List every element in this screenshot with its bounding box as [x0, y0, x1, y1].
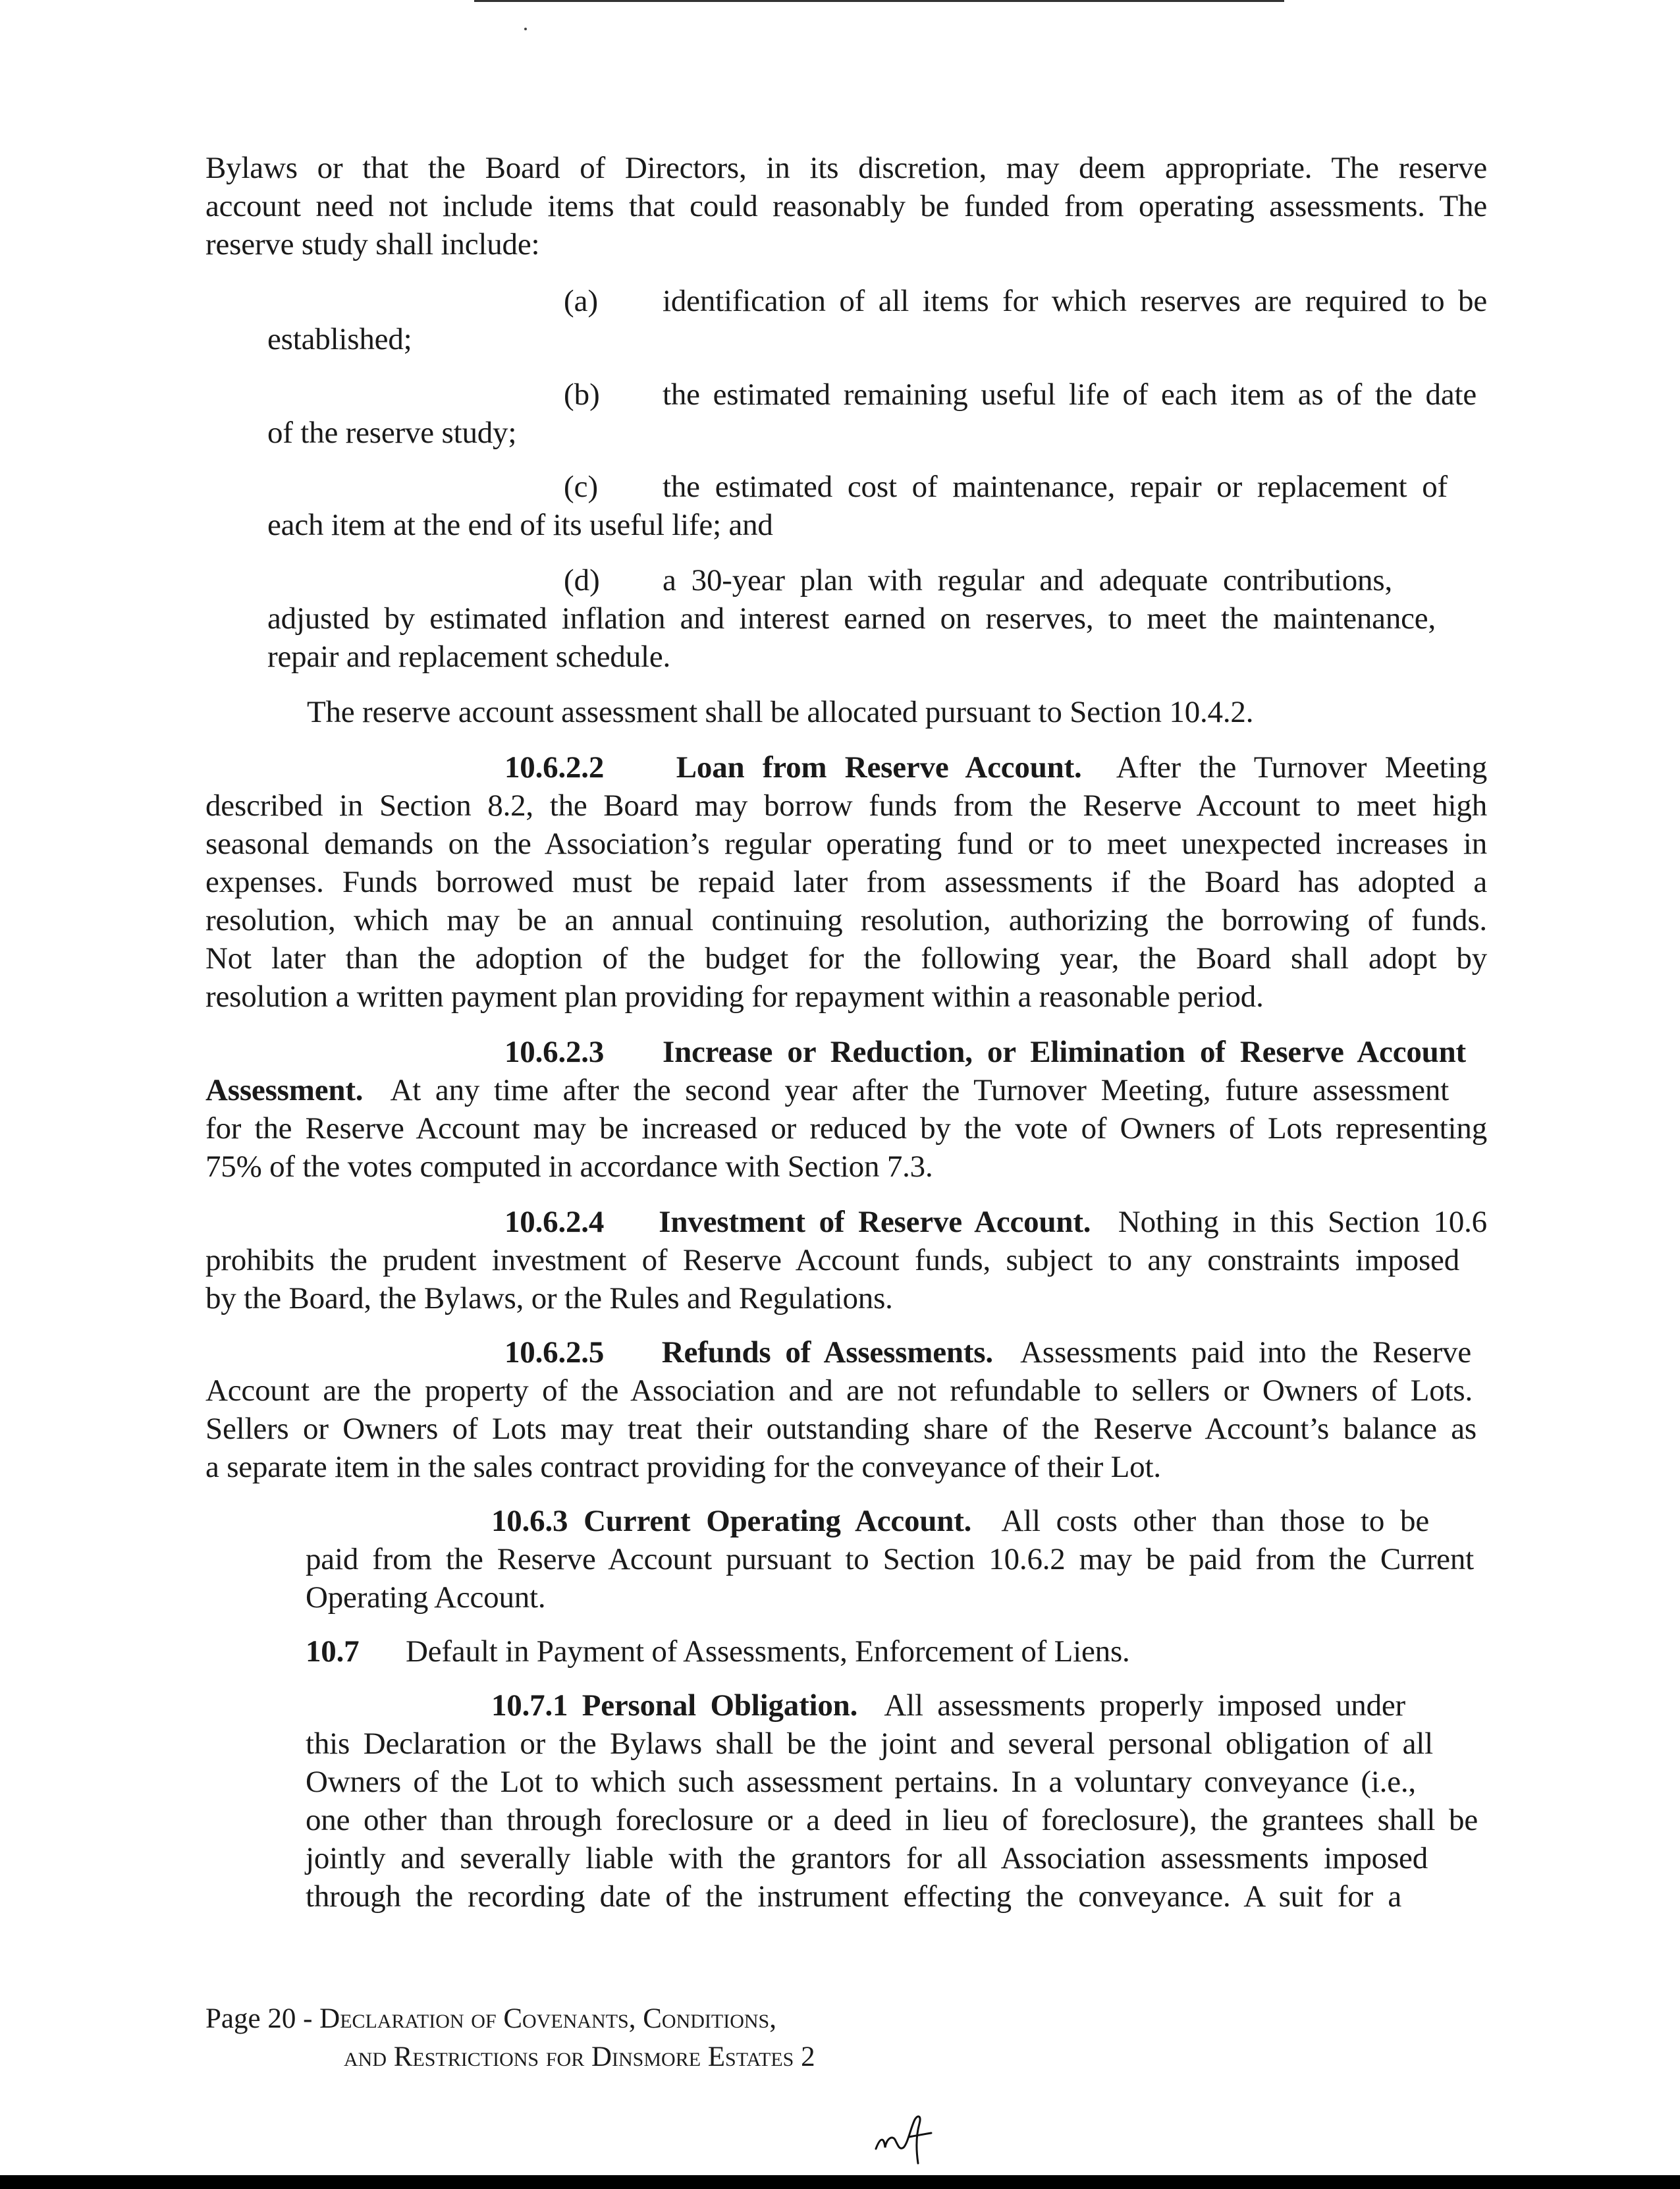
footer-title-2: and Restrictions for Dinsmore Estates 2: [344, 2041, 815, 2072]
section-heading: Increase or Reduction, or Elimination of Reserve Account: [662, 1035, 1466, 1069]
section-10-7-1-line: this Declaration or the Bylaws shall be the joint and several personal obligation of all: [306, 1727, 1433, 1761]
section-10-6-2-4-first-line: [504, 1203, 1487, 1241]
list-item-b-text: the estimated remaining useful life of each item as of the date: [663, 377, 1477, 412]
list-item-a-label: (a): [564, 284, 599, 318]
list-item-c-label: (c): [564, 470, 599, 504]
list-item-b-cont: of the reserve study;: [267, 416, 517, 450]
section-10-7-title: Default in Payment of Assessments, Enforcement of Liens.: [406, 1634, 1130, 1669]
section-10-6-2-4-line: by the Board, the Bylaws, or the Rules and Regulations.: [205, 1281, 893, 1316]
section-heading: 10.7.1 Personal Obligation.: [491, 1688, 858, 1723]
section-10-6-2-2-line: seasonal demands on the Association’s regular operating fund or to meet unexpected increases in: [205, 827, 1487, 861]
section-10-7-1-line: through the recording date of the instrument effecting the conveyance. A suit for a: [306, 1879, 1401, 1914]
scan-artifact-top-line: [474, 0, 1284, 2]
section-10-6-2-2-line: resolution a written payment plan providing for repayment within a reasonable period.: [205, 980, 1264, 1014]
section-text: All assessments properly imposed under: [884, 1688, 1405, 1723]
footer-title-1: Declaration of Covenants, Conditions,: [319, 2003, 776, 2034]
list-item-c-cont: each item at the end of its useful life; and: [267, 508, 773, 542]
section-10-6-3-line: Operating Account.: [306, 1580, 546, 1615]
section-heading: 10.6.3 Current Operating Account.: [491, 1504, 972, 1538]
section-10-7-1-line: Owners of the Lot to which such assessment pertains. In a voluntary conveyance (i.e.,: [306, 1765, 1416, 1799]
list-item-c-text: the estimated cost of maintenance, repair or replacement of: [663, 470, 1448, 504]
section-10-6-2-3-line: for the Reserve Account may be increased or reduced by the vote of Owners of Lots representing: [205, 1111, 1487, 1146]
section-number: 10.6.2.5: [504, 1335, 605, 1370]
section-heading-cont: Assessment.: [205, 1073, 364, 1107]
section-10-6-3-first-line: [491, 1502, 1429, 1540]
section-10-6-2-5-line: a separate item in the sales contract providing for the conveyance of their Lot.: [205, 1450, 1161, 1484]
list-item-b-label: (b): [564, 377, 600, 412]
section-10-6-2-3-heading: [504, 1033, 1466, 1071]
section-10-7-1-first-line: [491, 1686, 1405, 1725]
section-10-7-1-line: jointly and severally liable with the grantors for all Association assessments imposed: [306, 1841, 1428, 1875]
page-label: Page 20 -: [205, 2003, 313, 2034]
list-item-a-text: identification of all items for which reserves are required to be: [663, 284, 1487, 318]
scan-artifact-bottom-border: [0, 2175, 1680, 2189]
section-text: All costs other than those to be: [1001, 1504, 1430, 1538]
section-number: 10.6.2.2: [504, 750, 605, 785]
section-number: 10.6.2.3: [504, 1035, 605, 1069]
list-item-d-cont-1: adjusted by estimated inflation and interest earned on reserves, to meet the maintenance,: [267, 601, 1436, 636]
section-number: 10.6.2.4: [504, 1205, 605, 1239]
section-heading: Loan from Reserve Account.: [676, 750, 1082, 785]
section-text: Nothing in this Section 10.6: [1118, 1205, 1487, 1239]
section-10-6-2-2-line: resolution, which may be an annual continuing resolution, authorizing the borrowing of funds.: [205, 903, 1487, 937]
intro-line-1: Bylaws or that the Board of Directors, in its discretion, may deem appropriate. The reserve: [205, 151, 1487, 185]
section-10-6-2-2-first-line: [504, 748, 1487, 787]
section-10-6-2-2-line: expenses. Funds borrowed must be repaid later from assessments if the Board has adopted a: [205, 865, 1487, 899]
section-text: At any time after the second year after the Turnover Meeting, future assessment: [390, 1073, 1449, 1107]
list-item-d-cont-2: repair and replacement schedule.: [267, 640, 671, 674]
scan-speck: [524, 28, 527, 30]
section-10-6-3-line: paid from the Reserve Account pursuant to Section 10.6.2 may be paid from the Current: [306, 1542, 1474, 1576]
section-10-7-1-line: one other than through foreclosure or a deed in lieu of foreclosure), the grantees shall be: [306, 1803, 1478, 1837]
section-10-6-2-2-line: described in Section 8.2, the Board may borrow funds from the Reserve Account to meet high: [205, 789, 1487, 823]
section-10-6-2-3-line: 75% of the votes computed in accordance with Section 7.3.: [205, 1150, 933, 1184]
section-10-6-2-4-line: prohibits the prudent investment of Reserve Account funds, subject to any constraints imposed: [205, 1243, 1459, 1277]
section-10-6-2-5-line: Account are the property of the Association and are not refundable to sellers or Owners of Lots.: [205, 1373, 1473, 1408]
list-item-d-text: a 30-year plan with regular and adequate contributions,: [663, 563, 1392, 597]
intro-line-2: account need not include items that could reasonably be funded from operating assessments. The: [205, 189, 1487, 223]
section-10-7-number: 10.7: [306, 1634, 360, 1669]
section-heading: Investment of Reserve Account.: [659, 1205, 1091, 1239]
section-heading: Refunds of Assessments.: [661, 1335, 993, 1370]
intro-line-3: reserve study shall include:: [205, 227, 540, 262]
section-10-6-2-5-first-line: [504, 1333, 1471, 1372]
section-10-6-2-3-line: [205, 1071, 1449, 1109]
section-10-6-2-5-line: Sellers or Owners of Lots may treat their outstanding share of the Reserve Account’s balance as: [205, 1412, 1477, 1446]
handwritten-initials-signature: [871, 2108, 943, 2167]
footer-line-1: [205, 2000, 776, 2038]
list-item-a-cont: established;: [267, 322, 412, 356]
list-item-d-label: (d): [564, 563, 600, 597]
section-text: After the Turnover Meeting: [1116, 750, 1488, 785]
allocation-sentence: The reserve account assessment shall be allocated pursuant to Section 10.4.2.: [307, 695, 1254, 729]
section-text: Assessments paid into the Reserve: [1020, 1335, 1471, 1370]
section-10-6-2-2-line: Not later than the adoption of the budget for the following year, the Board shall adopt by: [205, 941, 1487, 976]
